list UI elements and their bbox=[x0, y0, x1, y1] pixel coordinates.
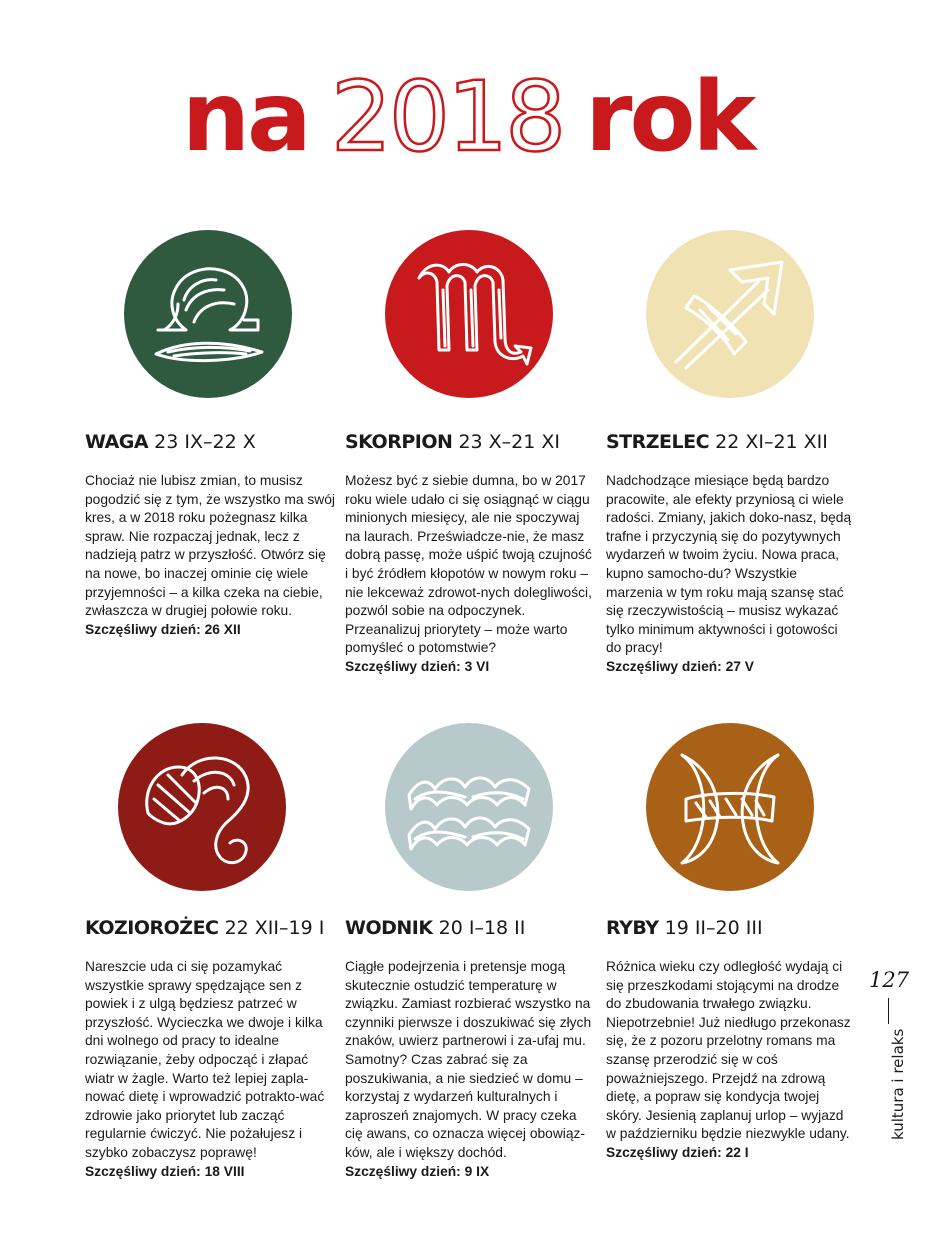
title-word-na: na bbox=[181, 61, 309, 173]
sidebar-divider bbox=[888, 998, 889, 1024]
sign-name: KOZIOROŻEC bbox=[85, 917, 219, 939]
lucky-day: Szczęśliwy dzień: 3 VI bbox=[345, 658, 490, 674]
lucky-day: Szczęśliwy dzień: 18 VIII bbox=[85, 1163, 245, 1179]
sign-description: Ciągłe podejrzenia i pretensje mogą skutecznie ostudzić temperaturę w związku. Zamiast rozbierać wszystko na czynniki pierwsze i doszukiwać się złych znaków, uwierz partnerowi i za-ufaj mu. Samotny? Czas zabrać się za poszukiwania, a nie siedzieć w domu – korzystaj z wydarzeń kulturalnych i zaproszeń znajomych. W pracy czeka cię awans, co oznacza więcej obowiąz-ków, ale i większy dochód. bbox=[345, 959, 592, 1160]
pisces-icon bbox=[646, 723, 814, 891]
page-title bbox=[0, 62, 935, 172]
sign-name: SKORPION bbox=[345, 431, 453, 453]
sagittarius-icon bbox=[646, 230, 814, 398]
sign-description: Nadchodzące miesiące będą bardzo pracowite, ale efekty przyniosą ci wiele radości. Zmiany, jakich doko-nasz, będą trafne i przyczynią się do pozytywnych wydarzeń w twoim życiu. Nowa praca, kupno samocho-du? Wszystkie marzenia w tym roku mają szansę stać się rzeczywistością – musisz wykazać tylko minimum aktywności i gotowości do pracy! bbox=[606, 473, 852, 656]
lucky-day: Szczęśliwy dzień: 27 V bbox=[606, 658, 754, 674]
sign-card-ryby bbox=[606, 916, 856, 1163]
scorpio-icon bbox=[385, 230, 553, 398]
sign-description: Różnica wieku czy odległość wydają ci się przeszkodami stojącymi na drodze do zbudowania trwałego związku. Niepotrzebnie! Już niedługo przekonasz się, że z pozoru przelotny romans ma szansę przerodzić się w coś poważniejszego. Przejdź na zdrową dietę, a popraw się kondycja twojej skóry. Jesienią zaplanuj urlop – wyjazd w październiku będzie niezwykle udany. bbox=[606, 959, 851, 1142]
sign-dates: 22 XI–21 XII bbox=[715, 431, 828, 453]
sign-description: Nareszcie uda ci się pozamykać wszystkie sprawy spędzające sen z powiek i z ulgą będziesz patrzeć w przyszłość. Wycieczka we dwoje i kilka dni wolnego od pracy to idealne rozwiązanie, żeby odpocząć i złapać wiatr w żagle. Warto też lepiej zapla-nować dietę i wprowadzić potrakto-wać zdrowie jako priorytet lub zacząć regularnie ćwiczyć. Nie pożałujesz i szybko zobaczysz poprawę! bbox=[85, 959, 325, 1160]
sign-heading bbox=[606, 430, 856, 454]
title-year: 2018 bbox=[330, 61, 564, 173]
page-number: 127 bbox=[868, 968, 910, 992]
title-word-rok: rok bbox=[585, 61, 754, 173]
sign-dates: 20 I–18 II bbox=[438, 917, 526, 939]
page-sidebar bbox=[866, 968, 912, 1148]
sign-description: Chociaż nie lubisz zmian, to musisz pogodzić się z tym, że wszystko ma swój kres, a w 2018 roku pożegnasz kilka spraw. Nie rozpaczaj jednak, lecz z nadzieją patrz w przyszłość. Otwórz się na nowe, bo inaczej ominie cię wiele przyjemności – a kilka czeka na ciebie, zwłaszcza w drugiej połowie roku. bbox=[85, 473, 335, 619]
sign-dates: 23 IX–22 X bbox=[154, 431, 256, 453]
sign-heading bbox=[85, 430, 335, 454]
sign-name: WAGA bbox=[85, 431, 149, 453]
libra-icon bbox=[124, 230, 292, 398]
capricorn-icon bbox=[118, 723, 286, 891]
sign-card-koziorozec bbox=[85, 916, 335, 1181]
section-label: kultura i relaks bbox=[889, 1028, 907, 1140]
sign-description: Możesz być z siebie dumna, bo w 2017 roku wiele udało ci się osiągnąć w ciągu minionych miesięcy, ale nie spoczywaj na laurach. Przeświadcze-nie, że masz dobrą passę, może uśpić twoją czujność i być źródłem kłopotów w nowym roku – nie lekceważ zdrowot-nych dolegliwości, pozwól sobie na odpoczynek. Przeanalizuj priorytety – może warto pomyśleć o potomstwie? bbox=[345, 473, 592, 656]
lucky-day: Szczęśliwy dzień: 22 I bbox=[606, 1144, 749, 1160]
lucky-day: Szczęśliwy dzień: 9 IX bbox=[345, 1163, 490, 1179]
sign-card-skorpion bbox=[345, 430, 595, 677]
sign-dates: 22 XII–19 I bbox=[224, 917, 325, 939]
lucky-day: Szczęśliwy dzień: 26 XII bbox=[85, 621, 241, 637]
sign-name: STRZELEC bbox=[606, 431, 710, 453]
sign-name: WODNIK bbox=[345, 917, 433, 939]
sign-card-waga bbox=[85, 430, 335, 639]
sign-dates: 23 X–21 XI bbox=[458, 431, 561, 453]
aquarius-icon bbox=[385, 723, 553, 891]
sign-name: RYBY bbox=[606, 917, 659, 939]
sign-heading bbox=[606, 916, 856, 940]
sign-heading bbox=[85, 916, 335, 940]
sign-dates: 19 II–20 III bbox=[664, 917, 763, 939]
sign-heading bbox=[345, 430, 595, 454]
sign-card-strzelec bbox=[606, 430, 856, 677]
sign-heading bbox=[345, 916, 595, 940]
sign-card-wodnik bbox=[345, 916, 595, 1181]
